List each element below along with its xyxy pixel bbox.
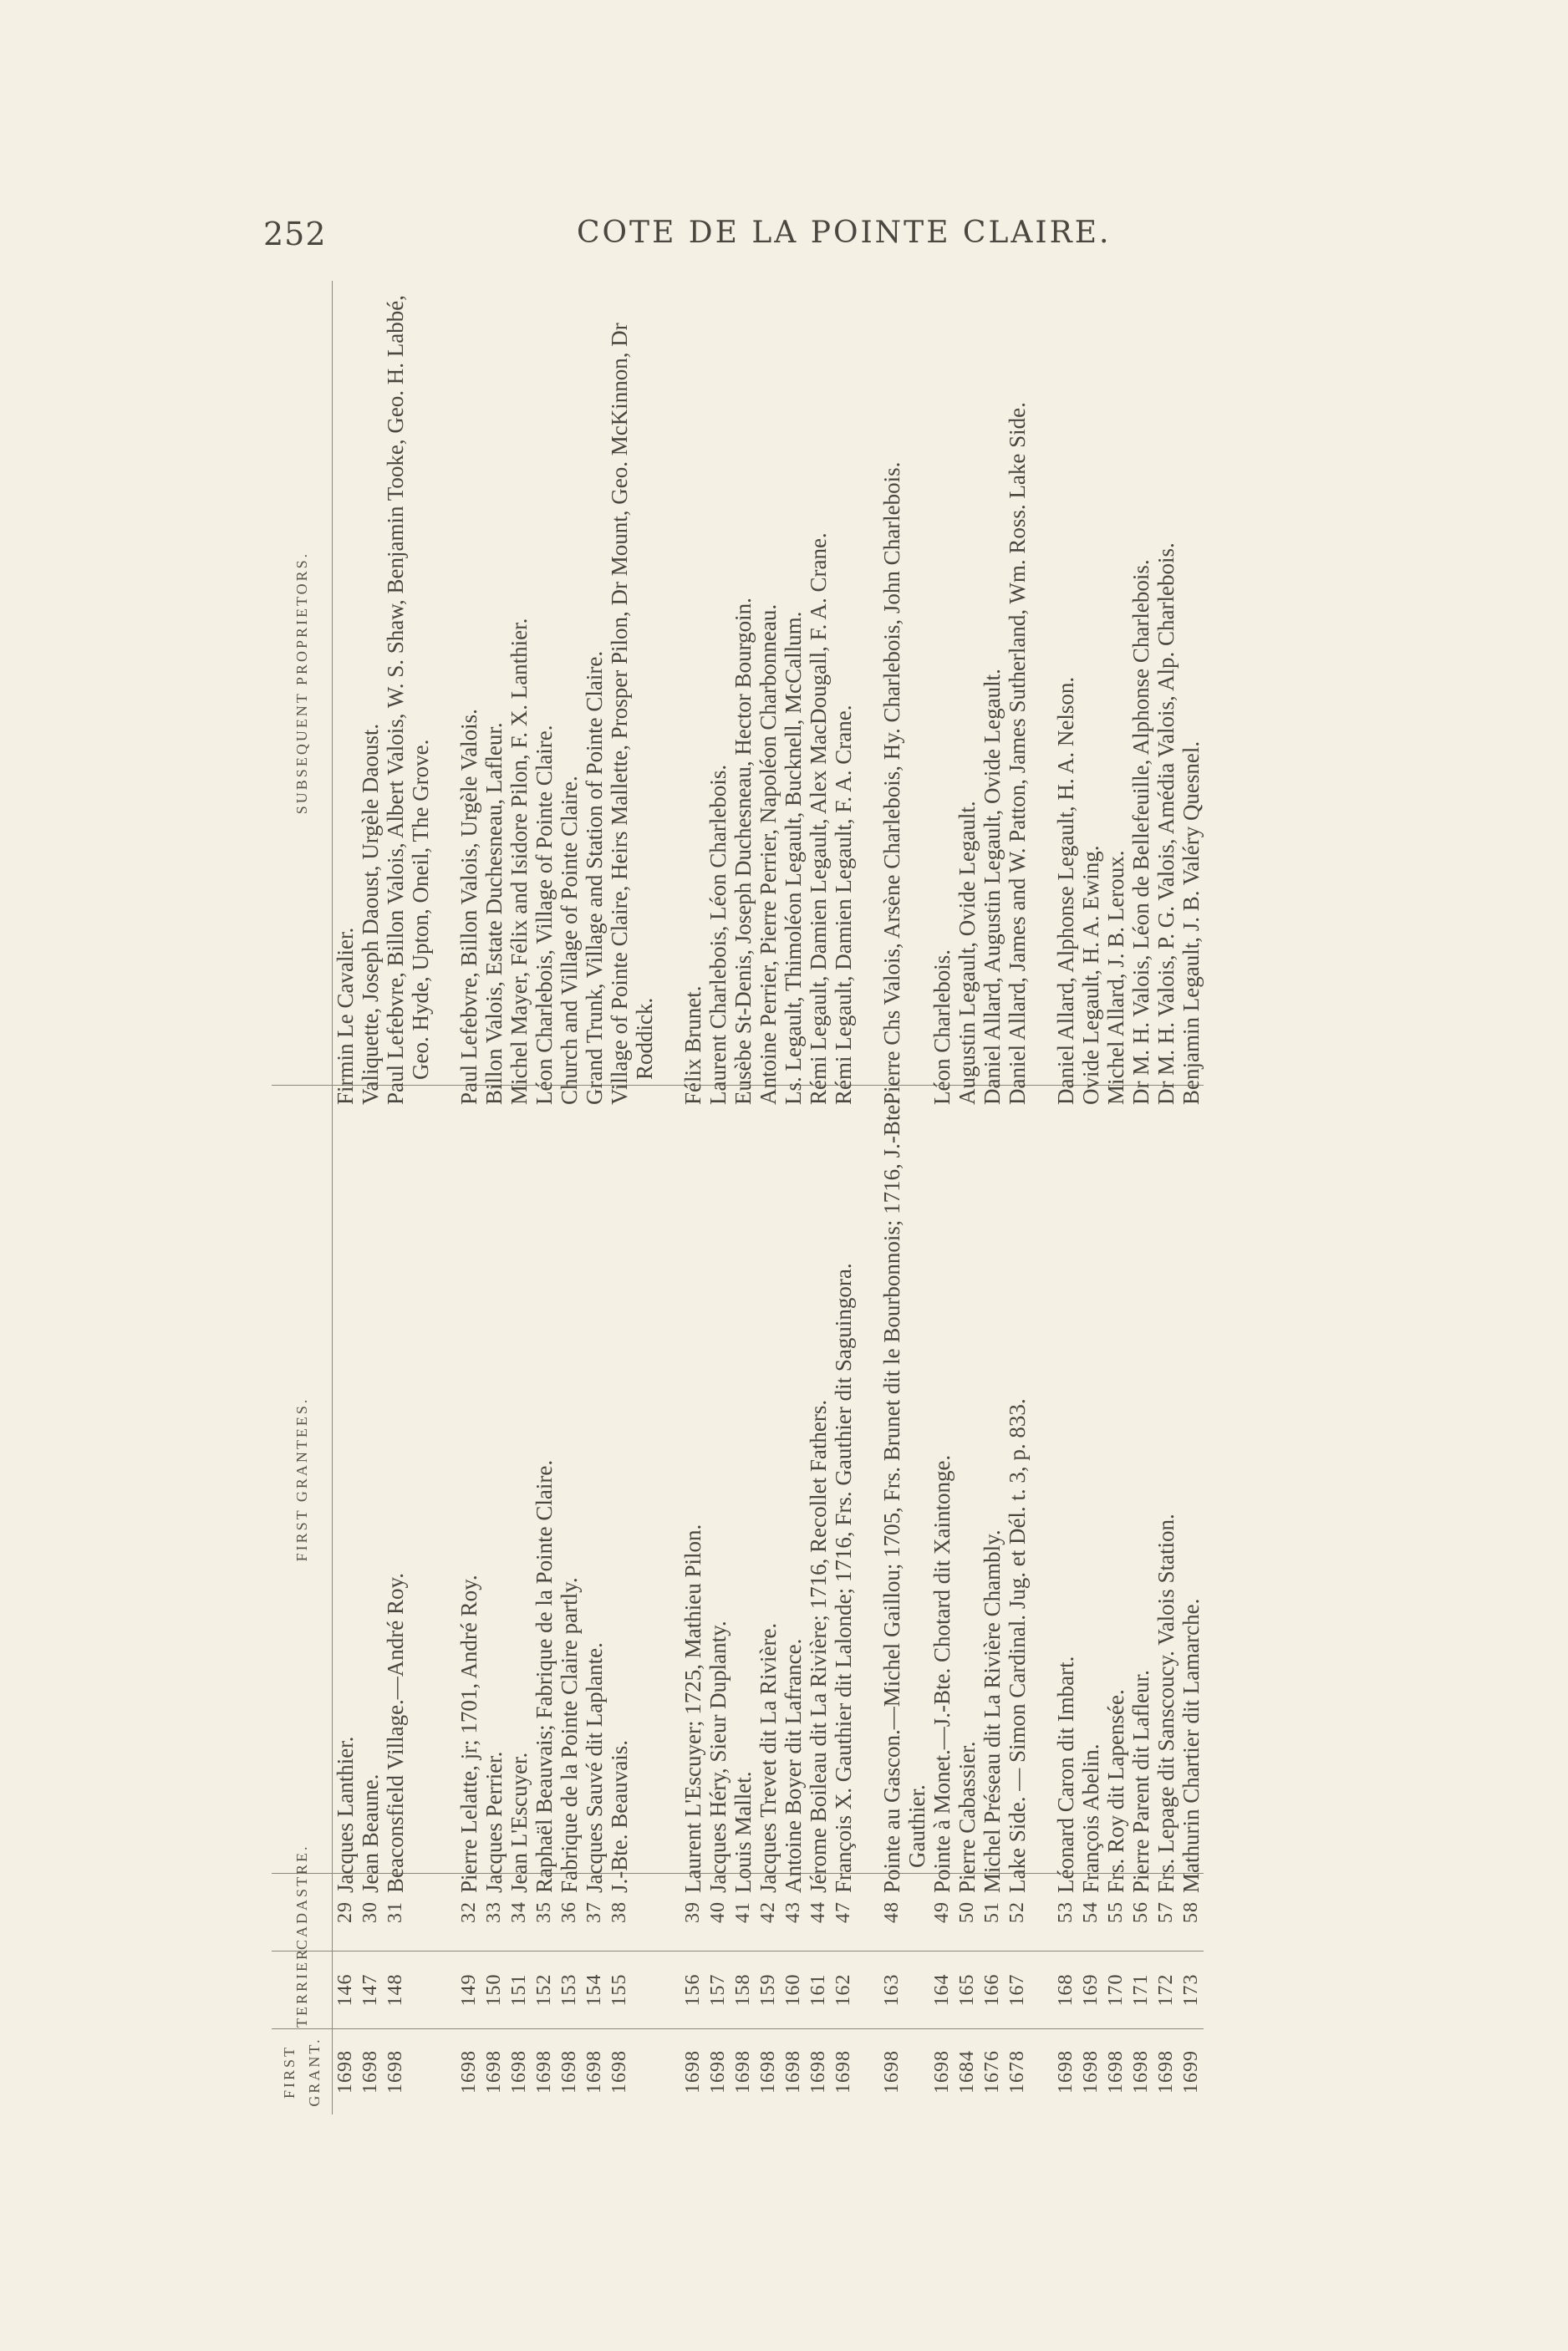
first-grantee: Fabrique de la Pointe Claire partly. [557, 1086, 582, 1874]
first-grant-year: 1698 [1105, 2050, 1127, 2094]
subsequent-proprietors: Eusèbe St-Denis, Joseph Duchesneau, Hector Bourgoin. [731, 281, 756, 1086]
first-grantee: Michel Préseau dit La Rivière Chambly. [980, 1086, 1005, 1874]
first-grantee: Frs. Lepage dit Sanscoucy. Valois Station. [1153, 1086, 1179, 1874]
first-grant-year: 1698 [583, 2050, 605, 2094]
first-grant-year: 1698 [359, 2050, 381, 2094]
table-row [731, 281, 756, 2114]
terrier-number: 148 [383, 1952, 433, 2029]
cadastre-number: 48 [879, 1874, 929, 1952]
first-grantee: Laurent L'Escuyer; 1725, Mathieu Pilon. [680, 1086, 705, 1874]
first-grantee: Antoine Boyer dit Lafrance. [781, 1086, 806, 1874]
table-row [481, 281, 507, 2114]
table-row [879, 281, 929, 2114]
table-row [582, 281, 607, 2114]
first-grant-year: 1698 [1055, 2050, 1077, 2094]
cadastre-number: 35 [532, 1874, 557, 1952]
cadastre-number: 41 [731, 1874, 756, 1952]
table-row [333, 281, 359, 2114]
cadastre-number: 49 [929, 1874, 955, 1952]
first-grant-year: 1698 [757, 2050, 779, 2094]
first-grantee: Pointe au Gascon.—Michel Gaillou; 1705, Frs. Brunet dit le Bourbonnois; 1716, J.-Bte. Gauthier. [879, 1086, 929, 1874]
terrier-number: 150 [481, 1952, 507, 2029]
terrier-number: 173 [1179, 1952, 1204, 2029]
terrier-number: 152 [532, 1952, 557, 2029]
terrier-number: 165 [955, 1952, 980, 2029]
header-subsequent-proprietors: SUBSEQUENT PROPRIETORS. [272, 281, 333, 1086]
row-spacer [657, 281, 680, 2114]
table-row [831, 281, 856, 2114]
terrier-number: 163 [879, 1952, 929, 2029]
terrier-number: 161 [806, 1952, 831, 2029]
first-grantee: Pierre Cabassier. [955, 1086, 980, 1874]
table-row [929, 281, 955, 2114]
terrier-number: 160 [781, 1952, 806, 2029]
first-grant-year: 1698 [707, 2050, 729, 2094]
first-grant-year: 1698 [782, 2050, 804, 2094]
table-row [1078, 281, 1103, 2114]
cadastre-number: 58 [1179, 1874, 1204, 1952]
terrier-number: 171 [1128, 1952, 1153, 2029]
first-grantee: Pointe à Monet.—J.-Bte. Chotard dit Xaintonge. [929, 1086, 955, 1874]
first-grantee: Jacques Lanthier. [333, 1086, 359, 1874]
cadastre-number: 30 [358, 1874, 383, 1952]
table-row [705, 281, 731, 2114]
subsequent-proprietors: Augustin Legault, Ovide Legault. [955, 281, 980, 1086]
first-grant-year: 1698 [1155, 2050, 1177, 2094]
page-number: 252 [263, 216, 327, 252]
row-spacer [433, 281, 456, 2114]
cadastre-number: 34 [507, 1874, 532, 1952]
table-row [806, 281, 831, 2114]
row-spacer [1030, 281, 1053, 2114]
cadastre-number: 36 [557, 1874, 582, 1952]
table-row [607, 281, 657, 2114]
first-grantee: Lake Side. — Simon Cardinal. Jug. et Dél. t. 3, p. 833. [1005, 1086, 1030, 1874]
running-title: COTE DE LA POINTE CLAIRE. [577, 216, 1112, 250]
subsequent-proprietors: Dr M. H. Valois, Léon de Bellefeuille, Alphonse Charlebois. [1128, 281, 1153, 1086]
subsequent-proprietors: Church and Village of Pointe Claire. [557, 281, 582, 1086]
first-grant-year: 1698 [533, 2050, 555, 2094]
first-grant-year: 1698 [807, 2050, 829, 2094]
subsequent-proprietors: Félix Brunet. [680, 281, 705, 1086]
table-row [383, 281, 433, 2114]
cadastre-number: 57 [1153, 1874, 1179, 1952]
first-grant-year: 1698 [931, 2050, 953, 2094]
terrier-number: 168 [1053, 1952, 1078, 2029]
first-grantee: Mathurin Chartier dit Lamarche. [1179, 1086, 1204, 1874]
subsequent-proprietors: Rémi Legault, Damien Legault, Alex MacDougall, F. A. Crane. [806, 281, 831, 1086]
cadastre-number: 40 [705, 1874, 731, 1952]
cadastre-number: 43 [781, 1874, 806, 1952]
first-grant-year: 1698 [732, 2050, 754, 2094]
cadastre-number: 42 [756, 1874, 781, 1952]
cadastre-number: 50 [955, 1874, 980, 1952]
first-grant-year: 1698 [508, 2050, 530, 2094]
first-grantee: Jacques Perrier. [481, 1086, 507, 1874]
first-grantee: Jacques Sauvé dit Laplante. [582, 1086, 607, 1874]
cadastre-number: 29 [333, 1874, 359, 1952]
first-grant-year: 1698 [608, 2050, 630, 2094]
subsequent-proprietors: Benjamin Legault, J. B. Valéry Quesnel. [1179, 281, 1204, 1086]
subsequent-proprietors: Paul Lefebvre, Billon Valois, Albert Valois, W. S. Shaw, Benjamin Tooke, Geo. H. Labbé, Geo. Hyde, Upton, Oneil, The Grove. [383, 281, 433, 1086]
first-grant-year: 1698 [458, 2050, 480, 2094]
terrier-number: 147 [358, 1952, 383, 2029]
terrier-number: 166 [980, 1952, 1005, 2029]
first-grant-year: 1698 [832, 2050, 854, 2094]
terrier-number: 167 [1005, 1952, 1030, 2029]
first-grant-year: 1698 [384, 2050, 406, 2094]
first-grant-year: 1698 [1130, 2050, 1152, 2094]
cadastre-number: 32 [456, 1874, 481, 1952]
first-grant-year: 1699 [1180, 2050, 1202, 2094]
first-grantee: J.-Bte. Beauvais. [607, 1086, 657, 1874]
first-grantee: Jean L'Escuyer. [507, 1086, 532, 1874]
terrier-number: 156 [680, 1952, 705, 2029]
subsequent-proprietors: Michel Allard, J. B. Leroux. [1103, 281, 1128, 1086]
table-row [532, 281, 557, 2114]
first-grantee: François Abelin. [1078, 1086, 1103, 1874]
subsequent-proprietors: Daniel Allard, Alphonse Legault, H. A. Nelson. [1053, 281, 1078, 1086]
table-row [456, 281, 481, 2114]
subsequent-proprietors: Ls. Legault, Thimoléon Legault, Bucknell, McCallum. [781, 281, 806, 1086]
first-grantee: Frs. Roy dit Lapensée. [1103, 1086, 1128, 1874]
first-grant-year: 1698 [682, 2050, 704, 2094]
first-grantee: Pierre Lelatte, jr; 1701, André Roy. [456, 1086, 481, 1874]
cadastre-number: 55 [1103, 1874, 1128, 1952]
first-grantee: Jérome Boileau dit La Rivière; 1716, Recollet Fathers. [806, 1086, 831, 1874]
subsequent-proprietors: Village of Pointe Claire, Heirs Mallette, Prosper Pilon, Dr Mount, Geo. McKinnon, Dr Roddick. [607, 281, 657, 1086]
first-grant-year: 1678 [1006, 2050, 1028, 2094]
header-terrier: TERRIER [272, 1952, 333, 2029]
first-grantee: Beaconsfield Village.—André Roy. [383, 1086, 433, 1874]
first-grant-year: 1698 [1080, 2050, 1102, 2094]
cadastre-number: 37 [582, 1874, 607, 1952]
table-row [507, 281, 532, 2114]
terrier-number: 162 [831, 1952, 856, 2029]
subsequent-proprietors: Pierre Chs Valois, Arsène Charlebois, Hy. Charlebois, John Charlebois. [879, 281, 929, 1086]
row-spacer [856, 281, 879, 2114]
header-first-grant: FIRST GRANT. [272, 2029, 333, 2115]
header-cadastre: CADASTRE. [272, 1874, 333, 1952]
subsequent-proprietors: Dr M. H. Valois, P. G. Valois, Amédia Valois, Alp. Charlebois. [1153, 281, 1179, 1086]
table-row [1153, 281, 1179, 2114]
first-grantee: François X. Gauthier dit Lalonde; 1716, Frs. Gauthier dit Saguingora. [831, 1086, 856, 1874]
terrier-number: 153 [557, 1952, 582, 2029]
terrier-number: 172 [1153, 1952, 1179, 2029]
terrier-number: 155 [607, 1952, 657, 2029]
first-grantee: Léonard Caron dit Imbart. [1053, 1086, 1078, 1874]
first-grant-year: 1698 [881, 2050, 903, 2094]
first-grant-year: 1698 [558, 2050, 580, 2094]
subsequent-proprietors: Ovide Legault, H. A. Ewing. [1078, 281, 1103, 1086]
cadastre-number: 31 [383, 1874, 433, 1952]
terrier-number: 158 [731, 1952, 756, 2029]
first-grant-year: 1698 [483, 2050, 505, 2094]
subsequent-proprietors: Antoine Perrier, Pierre Perrier, Napoléon Charbonneau. [756, 281, 781, 1086]
table-row [955, 281, 980, 2114]
cadastre-number: 47 [831, 1874, 856, 1952]
subsequent-proprietors: Daniel Allard, Augustin Legault, Ovide Legault. [980, 281, 1005, 1086]
registry-table [272, 281, 1204, 2114]
first-grantee: Pierre Parent dit Lafleur. [1128, 1086, 1153, 1874]
cadastre-number: 54 [1078, 1874, 1103, 1952]
cadastre-number: 38 [607, 1874, 657, 1952]
table-row [680, 281, 705, 2114]
first-grant-year: 1676 [981, 2050, 1003, 2094]
cadastre-number: 39 [680, 1874, 705, 1952]
first-grantee: Jean Beaune. [358, 1086, 383, 1874]
registry-table-wrapper [272, 293, 1383, 2114]
cadastre-number: 56 [1128, 1874, 1153, 1952]
subsequent-proprietors: Michel Mayer, Félix and Isidore Pilon, F. X. Lanthier. [507, 281, 532, 1086]
cadastre-number: 44 [806, 1874, 831, 1952]
header-first-grantees: FIRST GRANTEES. [272, 1086, 333, 1874]
terrier-number: 146 [333, 1952, 359, 2029]
subsequent-proprietors: Firmin Le Cavalier. [333, 281, 359, 1086]
subsequent-proprietors: Paul Lefebvre, Billon Valois, Urgèle Valois. [456, 281, 481, 1086]
first-grant-year: 1698 [334, 2050, 356, 2094]
terrier-number: 169 [1078, 1952, 1103, 2029]
subsequent-proprietors: Daniel Allard, James and W. Patton, James Sutherland, Wm. Ross. Lake Side. [1005, 281, 1030, 1086]
terrier-number: 164 [929, 1952, 955, 2029]
page-header [263, 216, 1375, 257]
subsequent-proprietors: Léon Charlebois. [929, 281, 955, 1086]
subsequent-proprietors: Laurent Charlebois, Léon Charlebois. [705, 281, 731, 1086]
subsequent-proprietors: Billon Valois, Estate Duchesneau, Lafleur. [481, 281, 507, 1086]
first-grantee: Raphaël Beauvais; Fabrique de la Pointe Claire. [532, 1086, 557, 1874]
table-row [781, 281, 806, 2114]
table-row [1179, 281, 1204, 2114]
table-row [557, 281, 582, 2114]
subsequent-proprietors: Rémi Legault, Damien Legault, F. A. Crane. [831, 281, 856, 1086]
terrier-number: 170 [1103, 1952, 1128, 2029]
terrier-number: 159 [756, 1952, 781, 2029]
cadastre-number: 33 [481, 1874, 507, 1952]
first-grantee: Louis Mallet. [731, 1086, 756, 1874]
terrier-number: 151 [507, 1952, 532, 2029]
subsequent-proprietors: Léon Charlebois, Village of Pointe Claire. [532, 281, 557, 1086]
subsequent-proprietors: Grand Trunk, Village and Station of Pointe Claire. [582, 281, 607, 1086]
table-row [1005, 281, 1030, 2114]
terrier-number: 149 [456, 1952, 481, 2029]
table-row [358, 281, 383, 2114]
table-row [1053, 281, 1078, 2114]
subsequent-proprietors: Valiquette, Joseph Daoust, Urgèle Daoust. [358, 281, 383, 1086]
first-grantee: Jacques Trevet dit La Rivière. [756, 1086, 781, 1874]
cadastre-number: 53 [1053, 1874, 1078, 1952]
terrier-number: 157 [705, 1952, 731, 2029]
table-row [1128, 281, 1153, 2114]
registry-rows [333, 281, 1204, 2114]
cadastre-number: 51 [980, 1874, 1005, 1952]
cadastre-number: 52 [1005, 1874, 1030, 1952]
first-grant-year: 1684 [956, 2050, 978, 2094]
terrier-number: 154 [582, 1952, 607, 2029]
table-row [980, 281, 1005, 2114]
first-grantee: Jacques Héry, Sieur Duplanty. [705, 1086, 731, 1874]
table-row [1103, 281, 1128, 2114]
table-row [756, 281, 781, 2114]
